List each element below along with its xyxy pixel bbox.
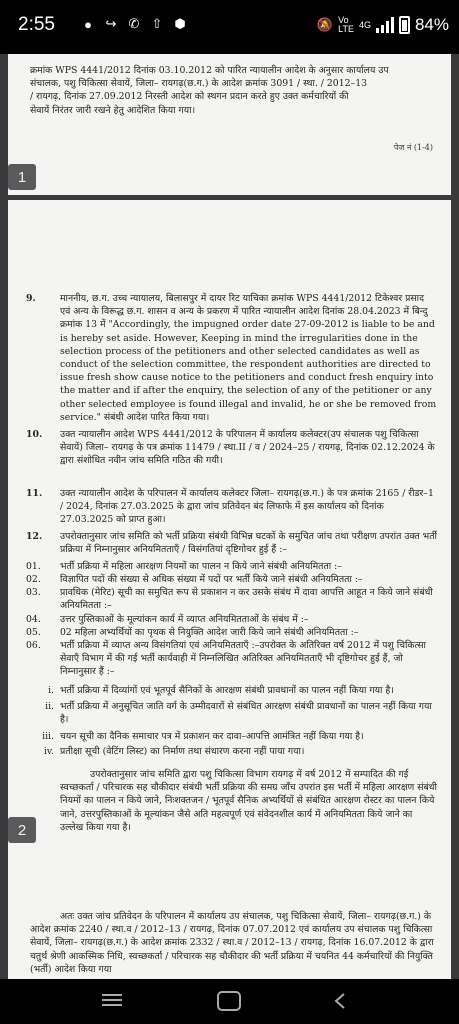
network-type-label: 4G [358, 20, 371, 30]
app-icon: ⬢ [174, 16, 186, 31]
clock: 2:55 [18, 14, 55, 35]
roman-item: i. भर्ती प्रक्रिया में दिव्यांगों एवं भूतपूर्व सैनिकों के आरक्षण संबंधी प्रावधानों का पालन नहीं किया गया है। [48, 685, 394, 696]
home-button[interactable] [217, 991, 241, 1011]
roman-item: iv. प्रतीक्षा सूची (वेटिंग लिस्ट) का निर्माण तथा संधारण करना नहीं पाया गया। [43, 746, 305, 757]
upload-icon: ⇧ [151, 16, 163, 31]
sub-item: 05. 02 महिला अभ्यर्थियों का पृथक से नियुक्ति आदेश जारी किये जाने संबंधी अनियमितता :– [26, 627, 359, 638]
pdf-page-1 [8, 54, 451, 195]
list-item: 11. उक्त न्यायालीन आदेश के परिपालन में कार्यालय कलेक्टर जिला– रायगढ़(छ.ग.) के पत्र क्रमांक 2165 / रीडर–1 / 2024, दिनांक 27.03.2025 के द्वारा जांच प्रतिवेदन बंद लिफाफे में इस कार्यालय को दिनांक 27.03.2025 को प्राप्त हुआ। [26, 488, 434, 526]
pdf-page-3 [8, 850, 451, 990]
notification-icons [80, 16, 188, 32]
text-line: सेवायें निरंतर जारी रखने हेतु आदेशित किया गया। [30, 104, 196, 116]
whatsapp-icon: ✆ [128, 16, 140, 31]
list-item: 10. उक्त न्यायालीन आदेश WPS 4441/2012 के परिपालन में कार्यालय कलेक्टर(उप संचालक पशु चिकित्सा सेवायें) जिला– रायगढ़ के पत्र क्रमांक 11479 / स्था.II / व / 2024–25 / रायगढ़, दिनांक 02.12.2024 के द्वारा संशोधित नवीन जांच समिति गठित की गयी। [26, 429, 435, 467]
list-item: 9. माननीय, छ.ग. उच्च न्यायालय, बिलासपुर में दायर रिट याचिका क्रमांक WPS 4441/2012 टिकेश्वर प्रसाद एवं अन्य के विरूद्ध छ.ग. शासन व अन्य के प्रकरण में पारित न्यायालीन आदेश दिनांक 28.04.2023 में बिन्दु क्रमांक 13 में "Accordingly, the impugned order date 27-09-2012 is liable to be and is hereby set aside. However, Keeping in mind the irregularities done in the selection process of the petitioners and other selected candidates as well as conduct of the selection committee, the respondent authorities are directed to issue fresh show cause notice to the petitioners and conduct fresh enquiry into the matter and if after the enquiry, the selection of any of the petitioner or any other selected employee is found illegal and invalid, he or she be removed from service." संबंधी आदेश पारित किया गया। [26, 293, 437, 423]
roman-item: ii. भर्ती प्रक्रिया में अनुसूचित जाति वर्ग के उम्मीदवारों से संबंधित आरक्षण संबंधी प्रावधानों का पालन नहीं किया गया है। [45, 701, 432, 726]
page-footer: पेज नं (1-4) [393, 143, 433, 152]
page-number-badge: 2 [8, 817, 36, 843]
chat-bubble-icon: ● [84, 16, 92, 32]
text-line: / रायगढ़, दिनांक 27.09.2012 निरस्ती आदेश को स्थगन प्रदान करते हुए उक्त कर्मचारियों की [30, 91, 349, 103]
signal-icon [376, 17, 394, 33]
navigation-bar [0, 979, 459, 1024]
sub-item: 01. भर्ती प्रक्रिया में महिला आरक्षण नियमों का पालन न किये जाने संबंधी अनियमितता :– [26, 561, 342, 572]
text-line: संचालक, पशु चिकित्सा सेवायें, जिला– रायगढ़(छ.ग.) के आदेश क्रमांक 3091 / स्था. / 2012–13 [30, 78, 368, 90]
pdf-page-2 [8, 200, 451, 917]
battery-percent: 84% [414, 15, 449, 34]
volte-icon: Vo LTE [338, 15, 354, 34]
sub-item: 06. भर्ती प्रक्रिया में व्याप्त अन्य विसंगतियां एवं अनियमितताएँ :–उपरोक्त के अतिरिक्त वर्ष 2012 में पशु चिकित्सा सेवाएँ विभाग में की गई भर्ती कार्यवाही में निम्नलिखित अतिरिक्त अनियमितताएँ भी दृष्टिगोचर हुई हैं, जो निम्नानुसार हैं :– [26, 640, 426, 678]
text-line: क्रमांक WPS 4441/2012 दिनांक 03.10.2012 को पारित न्यायालीन आदेश के अनुसार कार्यालय उप [30, 65, 389, 76]
closing-paragraph: उपरोक्तानुसार जांच समिति द्वारा पशु चिकित्सा विभाग रायगढ़ में वर्ष 2012 में सम्पादित की गई स्वच्छकर्ता / परिचारक सह चौकीदार संबंधी भर्ती प्रक्रिया की समग्र जाँच उपरांत इस भर्ती में महिला आरक्षण संबंधी नियमों का पालन न किये जाने, निःशक्तजन / भूतपूर्व सैनिक अभ्यर्थियों से संबंधित आरक्षण रोस्टर का पालन किये जाने, उत्तरपुस्तिकाओं के मूल्यांकन जैसे अति महत्वपूर्ण एवं संवेदनशील कार्य में अनियमितता किये जाने का उल्लेख किया गया है। [60, 769, 437, 833]
recent-apps-button[interactable] [100, 991, 124, 1011]
mute-icon: 🔕 [316, 17, 334, 32]
status-bar [0, 0, 459, 54]
page-number-badge: 1 [8, 164, 36, 190]
sub-item: 04. उत्तर पुस्तिकाओं के मूल्यांकन कार्य में व्याप्त अनियमितताओं के संबंध में :– [26, 614, 309, 625]
missed-call-icon: ↪ [105, 16, 117, 31]
system-icons [317, 15, 449, 35]
list-item: 12. उपरोक्तानुसार जांच समिति को भर्ती प्रक्रिया संबंधी विभिन्न घटकों के समुचित जांच तथा परीक्षण उपरांत उक्त भर्ती प्रक्रिया में निम्नानुसार अनियमितताएँ / विसंगतियां दृष्टिगोचर हुई हैं :– [26, 531, 437, 556]
back-button[interactable] [330, 991, 354, 1011]
roman-item: iii. चयन सूची का दैनिक समाचार पत्र में प्रकाशन कर दावा–आपत्ति आमंत्रित नहीं किया गया है। [42, 731, 364, 742]
back-arrow-icon [330, 991, 350, 1011]
pdf-viewer[interactable] [0, 54, 459, 979]
sub-item: 02. विज्ञापित पदों की संख्या से अधिक संख्या में पदों पर भर्ती किये जाने संबंधी अनियमितता :– [26, 574, 363, 585]
page1-text [30, 64, 435, 117]
sub-item: 03. प्रावधिक (मेरिट) सूची का समुचित रूप से प्रकाशन न कर उसके संबंध में दावा आपत्ति आहूत न किये जाने संबंधी अनियमितता :– [26, 587, 433, 612]
page3-paragraph: अतः उक्त जांच प्रतिवेदन के परिपालन में कार्यालय उप संचालक, पशु चिकित्सा सेवायें, जिला– रायगढ़(छ.ग.) के आदेश क्रमांक 2240 / स्था.व / 2012–13 / रायगढ़, दिनांक 07.07.2012 एवं कार्यालय उप संचालक पशु चिकित्सा सेवायें, जिला– रायगढ़(छ.ग.) के आदेश क्रमांक 2332 / स्था.व / 2012–13 / रायगढ़, दिनांक 16.07.2012 के द्वारा चतुर्थ श्रेणी आकस्मिक निधि, स्वच्छकर्ता / परिचारक सह चौकीदार की भर्ती प्रक्रिया में चयनित 44 कर्मचारियों की नियुक्ति (भर्ती) आदेश किया गया [30, 911, 434, 975]
battery-icon [399, 16, 410, 34]
